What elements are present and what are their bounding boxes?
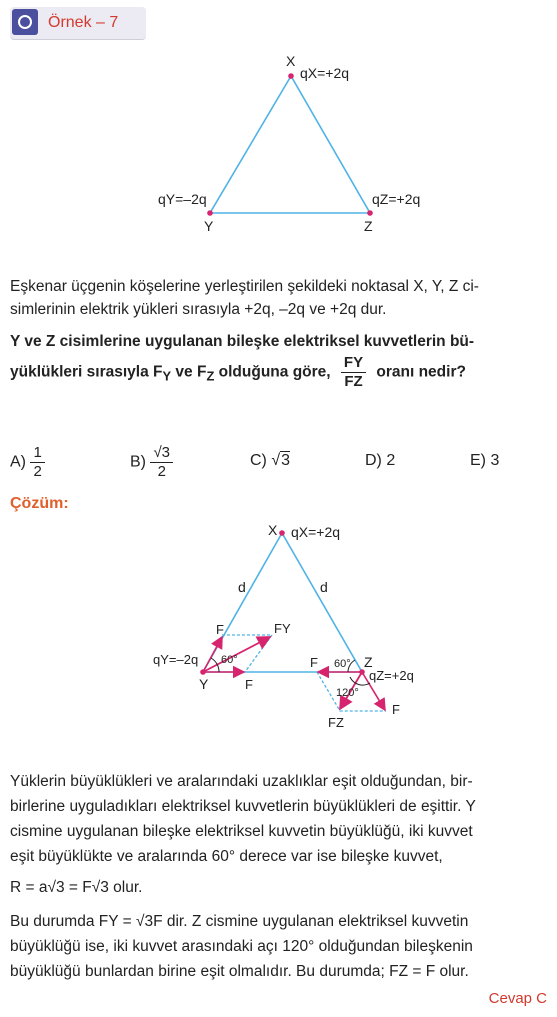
solution-line-5: Bu durumda FY = √3F dir. Z cismine uygulanan elektriksel kuvvetin — [10, 913, 469, 930]
sol-label-z: Z — [364, 654, 373, 670]
solution-line-1: Yüklerin büyüklükleri ve aralarındaki uzaklıklar eşit olduğundan, bir- — [10, 773, 473, 790]
label-y: Y — [204, 218, 214, 234]
solution-line-7: büyüklüğü bunlardan birine eşit olmalıdır. Bu durumda; FZ = F olur. — [10, 963, 469, 980]
option-c[interactable]: C) √3 — [250, 452, 291, 469]
solution-point-x — [279, 530, 285, 536]
sol-f-y-bottom: F — [245, 677, 253, 692]
charge-y: qY=–2q — [158, 191, 207, 207]
example-title: Örnek – 7 — [48, 14, 119, 31]
label-x: X — [286, 53, 296, 69]
triangle-figure — [0, 50, 557, 240]
label-z: Z — [364, 218, 373, 234]
charge-z: qZ=+2q — [372, 191, 421, 207]
solution-line-2: birlerine uyguladıkları elektriksel kuvvetlerin büyüklükleri de eşittir. Y — [10, 798, 476, 815]
solution-triangle — [203, 533, 362, 672]
sol-d-left: d — [238, 579, 246, 595]
charge-x: qX=+2q — [300, 65, 350, 81]
question-line-1: Eşkenar üçgenin köşelerine yerleştirilen şekildeki noktasal X, Y, Z ci- — [10, 278, 479, 295]
charge-point-x — [288, 73, 294, 79]
question-line-2: simlerinin elektrik yükleri sırasıyla +2q, –2q ve +2q dur. — [10, 301, 387, 318]
solution-title: Çözüm: — [10, 495, 69, 512]
answer-label: Cevap C — [488, 990, 547, 1007]
sol-f-y-top: F — [216, 622, 224, 637]
ratio-fraction: $\frac{FY}{FZ}$ — [341, 354, 366, 391]
sol-fz: FZ — [328, 715, 344, 730]
option-e[interactable]: E) 3 — [470, 452, 500, 469]
sol-label-y: Y — [199, 676, 209, 692]
solution-point-y — [200, 669, 206, 675]
sol-angle-z: 60° — [334, 658, 351, 670]
question-bold-line-1: Y ve Z cisimlerine uygulanan bileşke elektriksel kuvvetlerin bü- — [10, 333, 475, 350]
charge-point-z — [367, 210, 373, 216]
solution-figure — [0, 515, 557, 740]
sol-f-z-right: F — [392, 702, 400, 717]
example-icon — [12, 9, 38, 35]
sol-angle-z2: 120° — [336, 687, 359, 699]
charge-point-y — [207, 210, 213, 216]
question-bold-line-2: yüklükleri sırasıyla $F_Y$ ve $F_Z$ olduğuna göre, $\frac{FY}{FZ}$ oranı nedir? — [10, 354, 466, 390]
solution-formula-r: R = a√3 = F√3 olur. — [10, 879, 143, 896]
sol-fy: FY — [274, 621, 291, 636]
solution-point-z — [359, 669, 365, 675]
sol-charge-y: qY=–2q — [153, 652, 199, 667]
option-a[interactable]: A) $\frac{1}{2}$ — [10, 444, 45, 481]
sol-f-z-left: F — [310, 655, 318, 670]
sol-d-right: d — [320, 579, 328, 595]
solution-line-3: cismine uygulanan bileşke elektriksel kuvvetin büyüklüğü, iki kuvvet — [10, 823, 473, 840]
solution-line-6: büyüklüğü ise, iki kuvvet arasındaki açı 120° olduğundan bileşkenin — [10, 938, 473, 955]
triangle-shape — [210, 76, 370, 213]
sol-charge-z: qZ=+2q — [369, 668, 414, 683]
sol-angle-y: 60° — [221, 654, 238, 666]
sol-label-x: X — [268, 522, 278, 538]
option-b[interactable]: B) $\frac{√3}{2}$ — [130, 444, 173, 481]
option-d[interactable]: D) 2 — [365, 452, 396, 469]
sol-charge-x: qX=+2q — [291, 524, 341, 540]
solution-line-4: eşit büyüklükte ve aralarında 60° derece var ise bileşke kuvvet, — [10, 848, 443, 865]
